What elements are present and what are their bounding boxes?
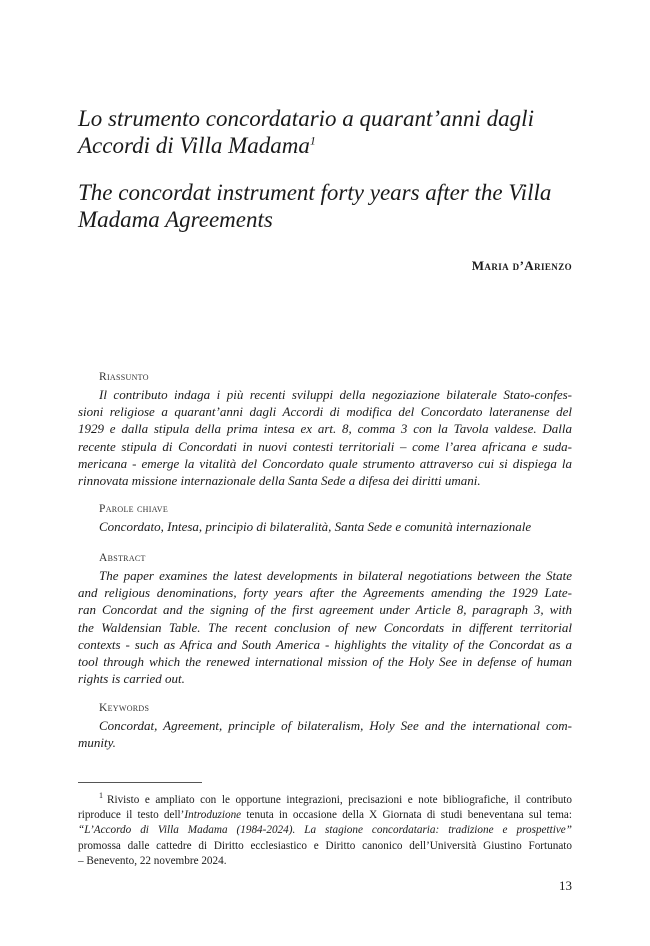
author-name: Maria d’Arienzo: [471, 258, 572, 273]
footnote-line: – Benevento, 22 novembre 2024.: [78, 854, 227, 867]
italian-title-line: Accordi di Villa Madama$^1$: [78, 133, 316, 158]
footnote-separator: [78, 782, 202, 783]
keywords-heading: Keywords: [99, 702, 150, 714]
riassunto-section: [78, 370, 572, 489]
abstract-heading: Abstract: [99, 552, 146, 564]
footnote: [78, 793, 572, 869]
parole-chiave-heading: Parole chiave: [99, 503, 169, 515]
footnote-reference[interactable]: 1: [309, 133, 316, 148]
keywords-section: [78, 701, 572, 751]
riassunto-heading: Riassunto: [99, 371, 149, 383]
footnote-number: 1: [99, 791, 103, 801]
italian-title: [78, 105, 578, 159]
page-number: 13: [559, 878, 572, 893]
english-title-line: Madama Agreements: [78, 207, 273, 232]
italian-title-line: Lo strumento concordatario a quarant’anni dagli: [78, 106, 534, 131]
riassunto-text: Il contributo indaga i più recenti sviluppi della negoziazione bilaterale Stato-confes- sioni religiose a quarant’anni dagli Accordi di modifica del Concordato lateranense del 1929 e dalla stipula della prima intesa ex art. 8, comma 3 con la Tavola valdese. Dalla recente stipula di Concordati in nuovi contesti territoriali – come l’area africana e suda- mericana - emerge la vitalità del Concordato quale strumento attraverso cui si dispiega la rinnovata missione internazionale della Santa Sede a difesa dei diritti umani.: [78, 387, 572, 489]
parole-chiave-section: [78, 502, 572, 535]
english-title-line: The concordat instrument forty years after the Villa: [78, 180, 552, 205]
footnote-line: “L’Accordo di Villa Madama (1984-2024). La stagione concordataria: tradizione e prospettive”: [78, 824, 572, 837]
footnote-line: riproduce il testo dell’Introduzione tenuta in occasione della X Giornata di studi beneventana sul tema:: [78, 809, 572, 822]
footnote-line: promossa dalle cattedre di Diritto ecclesiastico e Diritto canonico dell’Università Giustino Fortunato: [78, 839, 572, 852]
english-title: [78, 179, 578, 233]
keywords-text: Concordat, Agreement, principle of bilateralism, Holy See and the international com- munity.: [78, 718, 572, 751]
abstract-section: [78, 551, 572, 687]
footnote-line: $^1$ Rivisto e ampliato con le opportune integrazioni, precisazioni e note bibliografiche, il contributo: [99, 791, 572, 806]
parole-chiave-text: Concordato, Intesa, principio di bilateralità, Santa Sede e comunità internazionale: [99, 519, 532, 534]
abstract-text: The paper examines the latest developments in bilateral negotiations between the State and religious denominations, forty years after the Agreements amending the 1929 Late- ran Concordat and the signing of the first agreement under Article 8, paragraph 3, with the Waldensian Table. The recent conclusion of new Concordats in different territorial contexts - such as Africa and South America - highlights the vitality of the Concordat as a tool through which the renewed international mission of the Holy See in defense of human rights is carried out.: [78, 568, 572, 687]
